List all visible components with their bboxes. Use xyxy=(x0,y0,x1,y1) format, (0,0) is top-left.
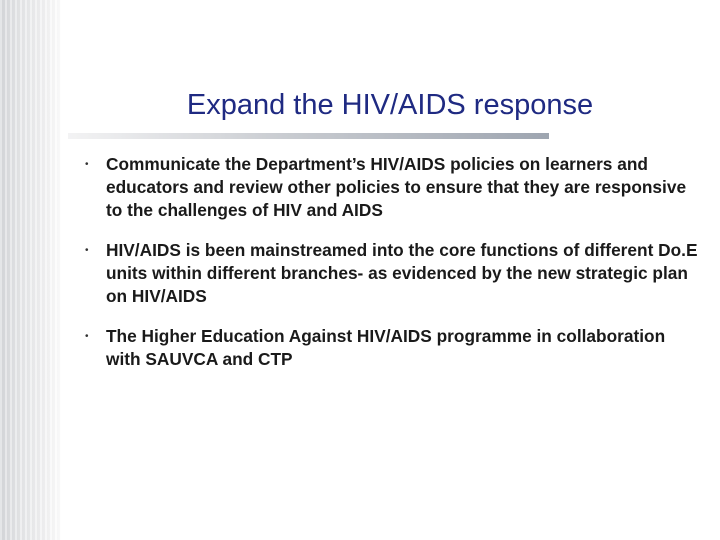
bullet-text: The Higher Education Against HIV/AIDS programme in collaboration with SAUVCA and CTP xyxy=(106,326,666,369)
bullet-icon: • xyxy=(85,159,89,170)
bullet-item xyxy=(80,153,700,222)
bullet-text: HIV/AIDS is been mainstreamed into the core functions of different Do.E units within different branches- as evidenced by the new strategic plan on HIV/AIDS xyxy=(106,240,698,306)
bullet-text: Communicate the Department’s HIV/AIDS policies on learners and educators and review other policies to ensure that they are responsive to the challenges of HIV and AIDS xyxy=(106,154,687,220)
bullet-icon: • xyxy=(85,331,89,342)
bullet-icon: • xyxy=(85,245,89,256)
bullet-item xyxy=(80,239,700,308)
title-underline xyxy=(68,133,549,139)
decorative-left-stripes xyxy=(0,0,62,540)
slide-title: Expand the HIV/AIDS response xyxy=(186,89,594,121)
bullet-list xyxy=(80,153,700,388)
bullet-item xyxy=(80,325,700,371)
